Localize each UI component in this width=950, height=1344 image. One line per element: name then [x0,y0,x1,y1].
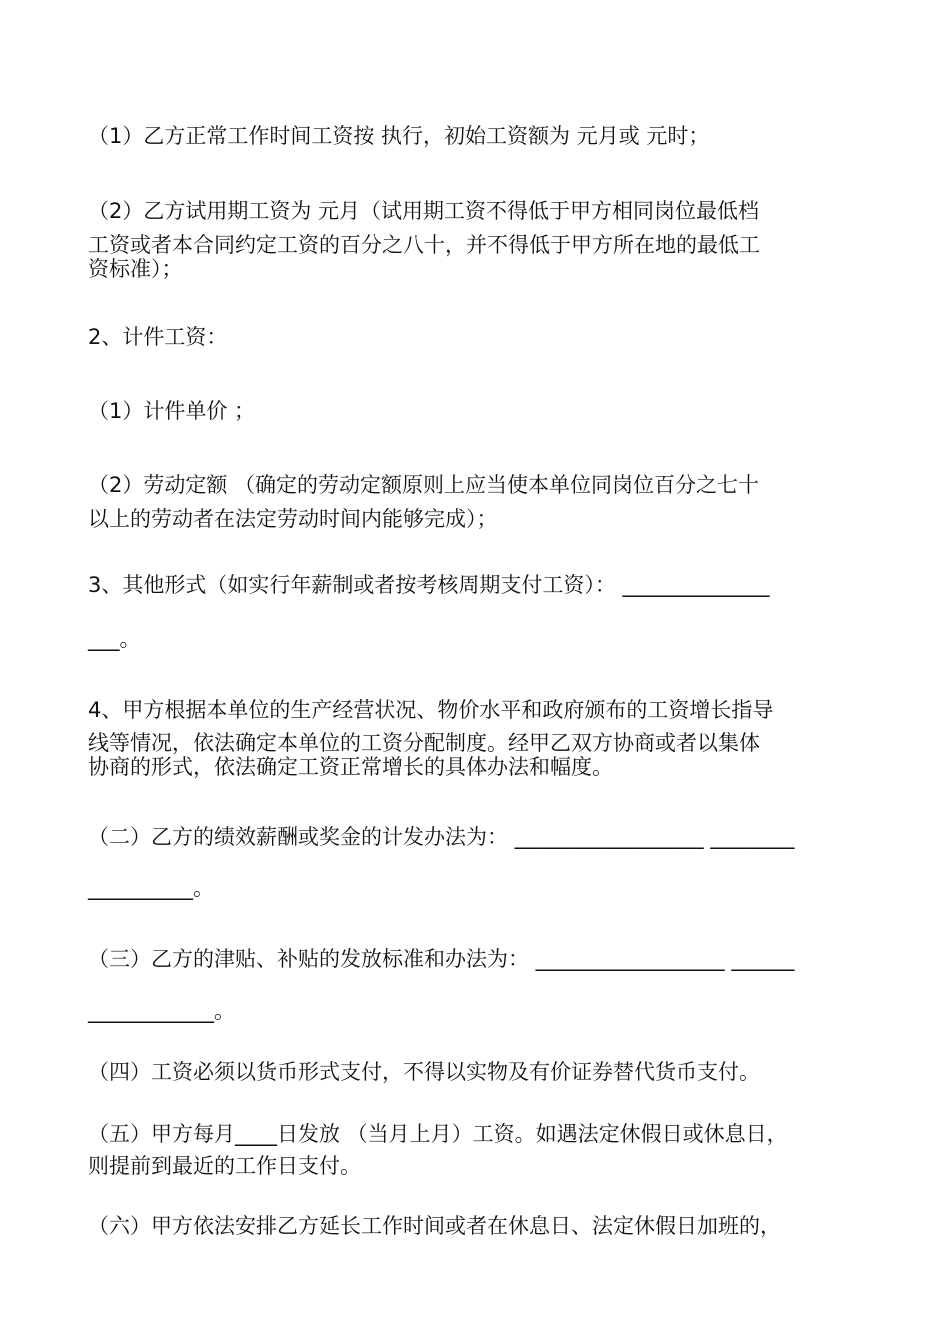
paragraph-wage-system [88,695,868,782]
text-line: 资标准）； [88,257,183,281]
text-line: 3、其他形式（如实行年薪制或者按考核周期支付工资）： ______________ [88,573,770,597]
paragraph-currency-payment [88,1057,868,1087]
paragraph-payday [88,1119,868,1181]
text-line: ___。 [88,627,141,651]
text-line: （1）乙方正常工作时间工资按 执行，初始工资额为 元月或 元时； [88,124,710,148]
text-line: 2、计件工资： [88,325,228,349]
paragraph-piece-unit-price [88,396,868,426]
text-line: ____________。 [88,999,235,1023]
text-line: 工资或者本合同约定工资的百分之八十，并不得低于甲方所在地的最低工 [88,233,760,257]
text-line: （三）乙方的津贴、补贴的发放标准和办法为： __________________ ______ [88,947,795,971]
paragraph-labor-quota [88,470,868,534]
text-line: 线等情况，依法确定本单位的工资分配制度。经甲乙双方协商或者以集体 [88,731,760,755]
text-line: （2）劳动定额 （确定的劳动定额原则上应当使本单位同岗位百分之七十 [88,473,760,497]
text-line: 则提前到最近的工作日支付。 [88,1154,361,1178]
paragraph-piece-wage-heading [88,322,868,352]
text-line: 协商的形式，依法确定工资正常增长的具体办法和幅度。 [88,755,613,779]
text-line: （2）乙方试用期工资为 元月（试用期工资不得低于甲方相同岗位最低档 [88,199,760,223]
paragraph-overtime [88,1211,868,1241]
text-line: （四）工资必须以货币形式支付，不得以实物及有价证券替代货币支付。 [88,1060,760,1084]
paragraph-wage-normal-hours [88,121,868,151]
text-line: （二）乙方的绩效薪酬或奖金的计发办法为： __________________ ________ [88,825,795,849]
paragraph-other-forms [88,570,868,654]
text-line: 4、甲方根据本单位的生产经营状况、物价水平和政府颁布的工资增长指导 [88,698,774,722]
text-line: 以上的劳动者在法定劳动时间内能够完成）； [88,507,498,531]
text-line: （1）计件单价 ； [88,399,256,423]
paragraph-performance-pay [88,822,868,903]
text-line: __________。 [88,876,214,900]
paragraph-allowances [88,944,868,1026]
paragraph-probation-wage [88,196,868,284]
text-line: （五）甲方每月____日发放 （当月上月）工资。如遇法定休假日或休息日， [88,1122,788,1146]
text-line: （六）甲方依法安排乙方延长工作时间或者在休息日、法定休假日加班的， [88,1214,781,1238]
